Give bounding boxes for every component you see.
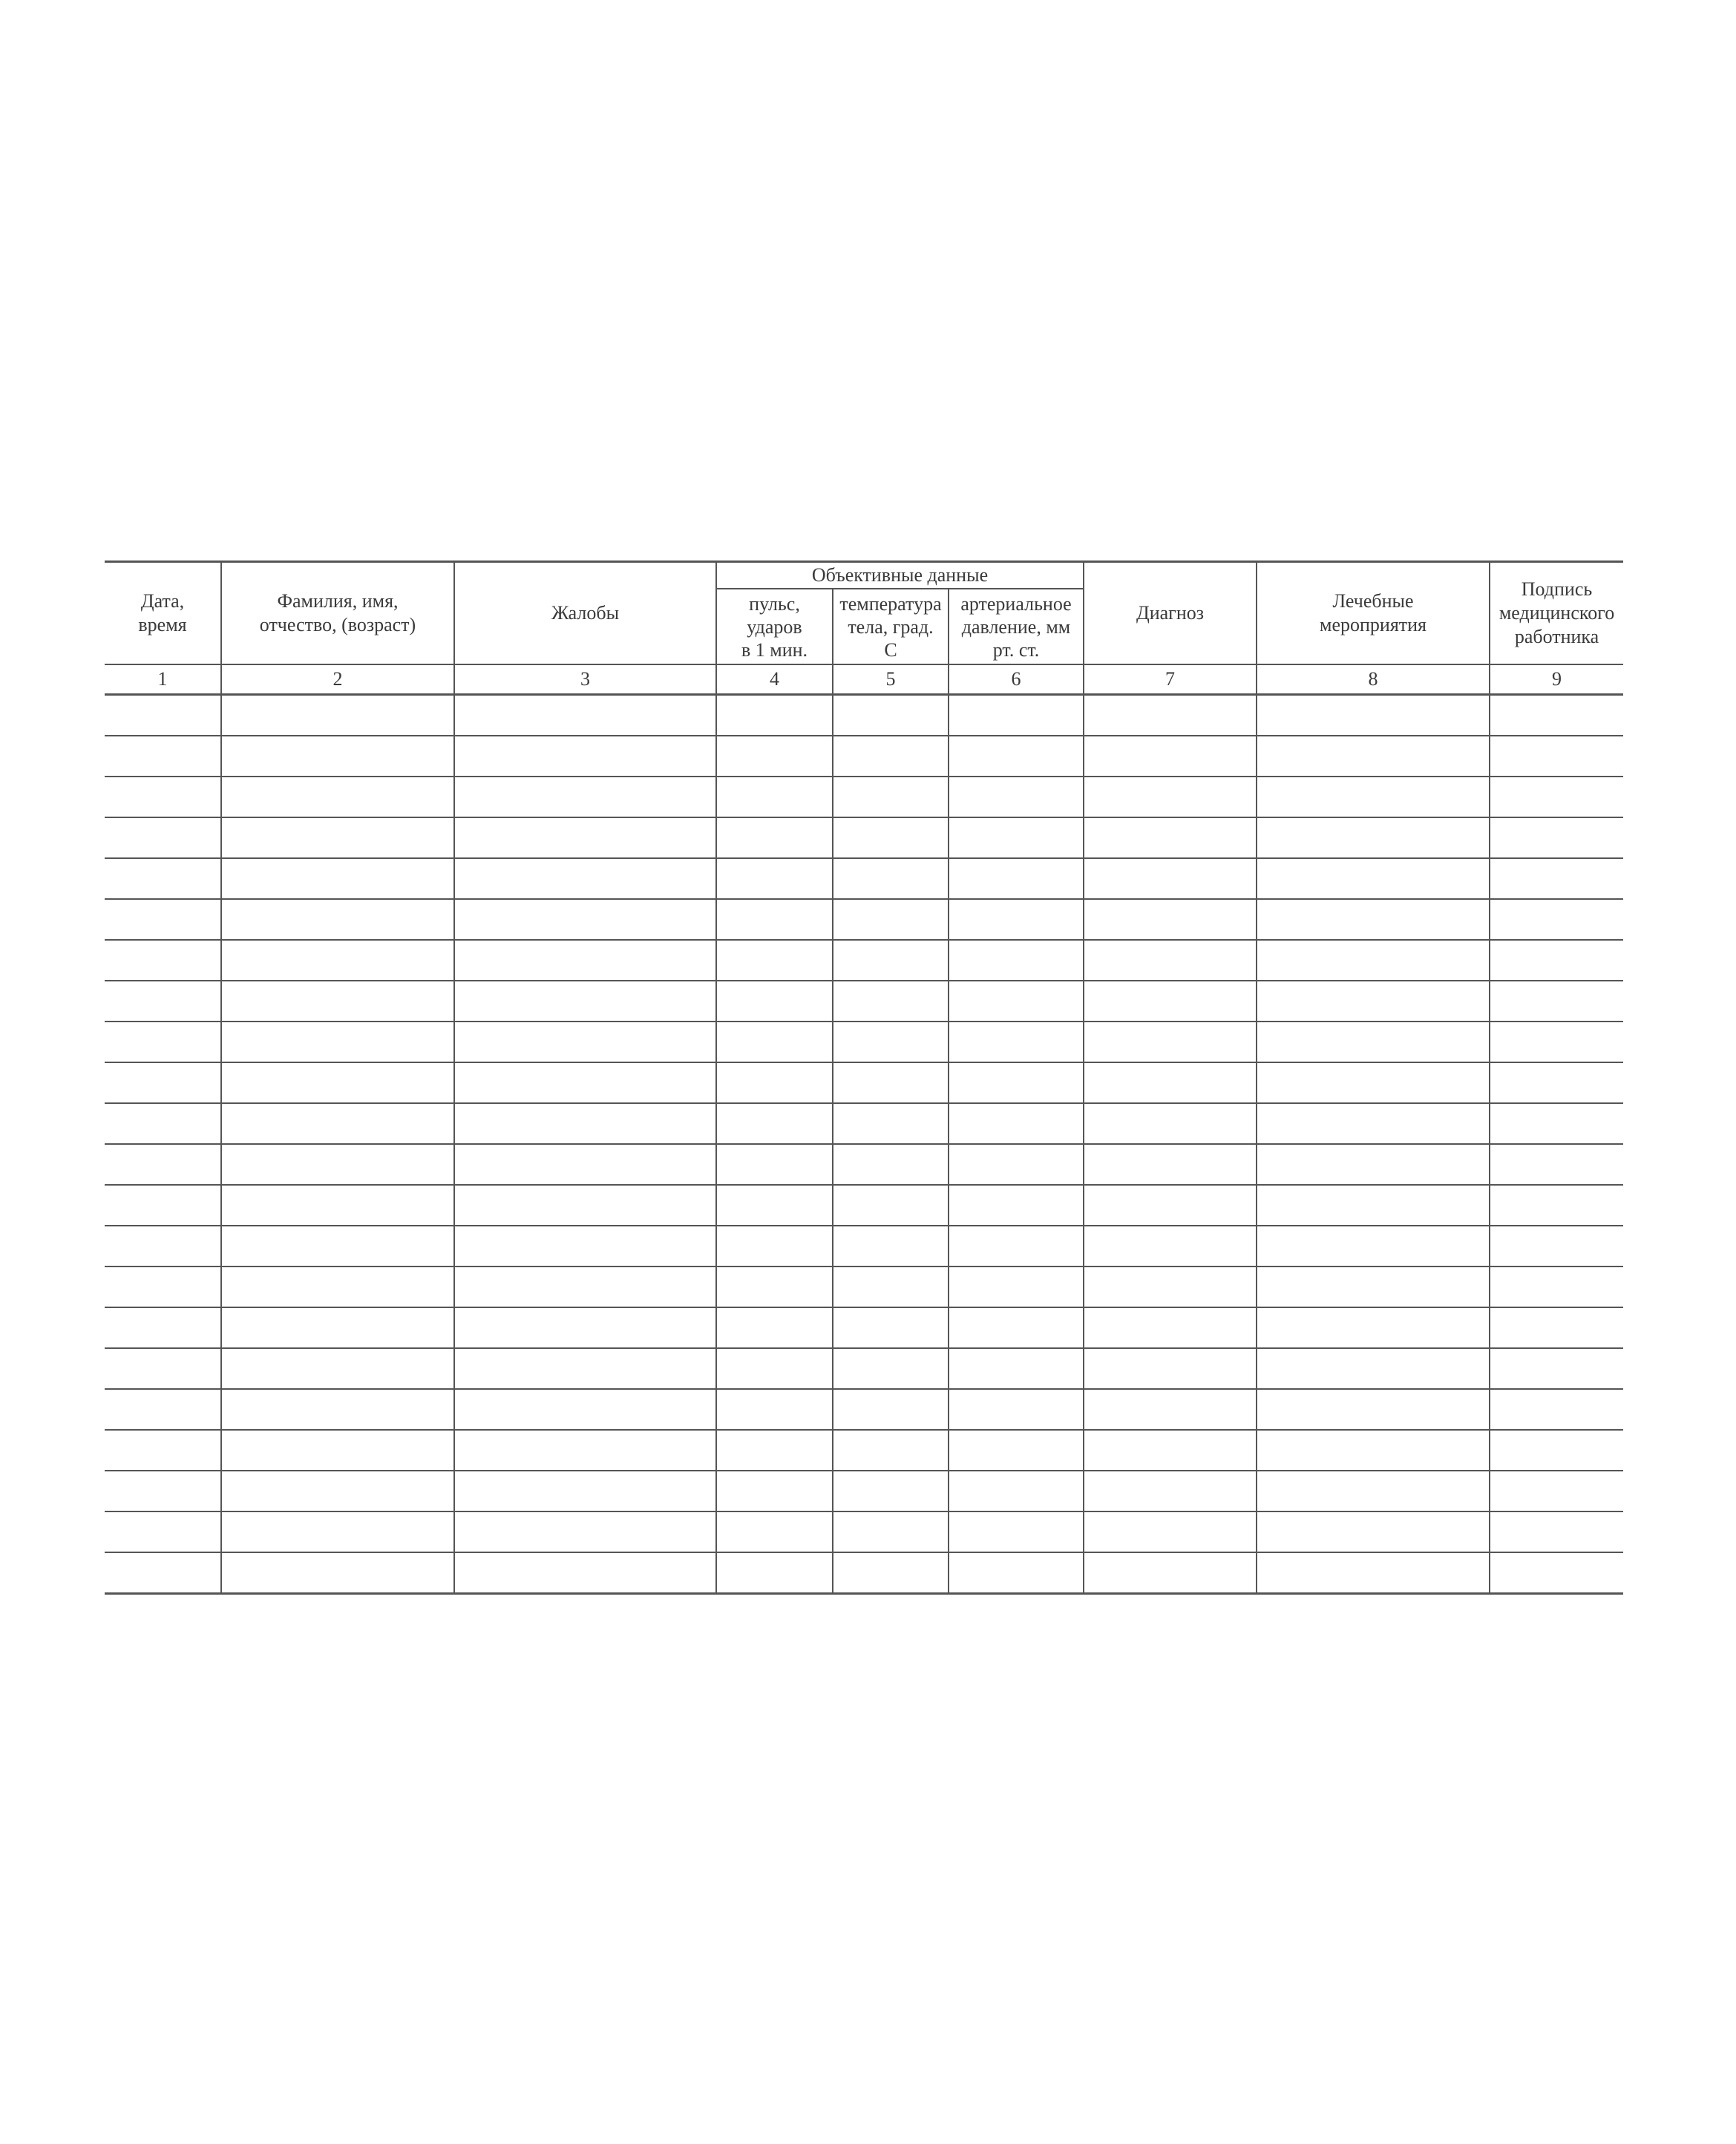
table-cell (454, 1552, 716, 1594)
table-row (105, 777, 1623, 817)
table-cell (454, 817, 716, 858)
table-cell (105, 1511, 221, 1552)
table-row (105, 1389, 1623, 1430)
table-cell (716, 981, 833, 1022)
table-cell (105, 1185, 221, 1226)
table-cell (1257, 1389, 1490, 1430)
table-cell (105, 899, 221, 940)
table-cell (949, 1185, 1084, 1226)
table-cell (1084, 899, 1257, 940)
table-cell (833, 736, 949, 777)
table-cell (454, 1348, 716, 1389)
table-cell (1257, 1471, 1490, 1511)
table-row (105, 817, 1623, 858)
table-cell (105, 1348, 221, 1389)
table-cell (833, 777, 949, 817)
column-number-row (105, 664, 1623, 695)
table-cell (454, 1103, 716, 1144)
column-number: 9 (1490, 664, 1623, 695)
table-cell (221, 858, 454, 899)
table-cell (454, 1471, 716, 1511)
table-cell (1490, 1348, 1623, 1389)
table-cell (105, 777, 221, 817)
table-cell (833, 940, 949, 981)
column-number: 1 (105, 664, 221, 695)
table-cell (1084, 1226, 1257, 1267)
table-cell (1257, 736, 1490, 777)
journal-body (105, 695, 1623, 1594)
table-cell (454, 1144, 716, 1185)
table-cell (454, 981, 716, 1022)
table-cell (1490, 981, 1623, 1022)
header-date-time-label: Дата, время (138, 590, 187, 635)
table-cell (833, 1307, 949, 1348)
table-cell (1257, 1348, 1490, 1389)
table-cell (716, 940, 833, 981)
table-cell (716, 1552, 833, 1594)
table-row (105, 981, 1623, 1022)
table-cell (1490, 1307, 1623, 1348)
table-cell (1257, 1022, 1490, 1062)
table-cell (221, 1348, 454, 1389)
table-cell (833, 1144, 949, 1185)
table-cell (716, 777, 833, 817)
table-cell (949, 1348, 1084, 1389)
table-cell (716, 1185, 833, 1226)
table-cell (1084, 1471, 1257, 1511)
table-row (105, 1226, 1623, 1267)
table-cell (454, 1430, 716, 1471)
table-cell (833, 817, 949, 858)
table-cell (1257, 940, 1490, 981)
table-row (105, 1552, 1623, 1594)
table-cell (1490, 1267, 1623, 1307)
table-cell (1084, 1389, 1257, 1430)
table-cell (1490, 777, 1623, 817)
table-cell (1084, 1307, 1257, 1348)
table-cell (221, 1185, 454, 1226)
table-cell (105, 1430, 221, 1471)
header-complaints-label: Жалобы (551, 602, 620, 624)
table-cell (716, 1471, 833, 1511)
table-cell (1084, 1062, 1257, 1103)
table-cell (949, 1430, 1084, 1471)
table-row (105, 1430, 1623, 1471)
table-cell (1257, 899, 1490, 940)
table-cell (454, 1022, 716, 1062)
table-cell (716, 1062, 833, 1103)
table-cell (1084, 1430, 1257, 1471)
table-cell (221, 1267, 454, 1307)
table-row (105, 1144, 1623, 1185)
table-cell (716, 1103, 833, 1144)
table-cell (221, 1144, 454, 1185)
table-cell (1490, 1511, 1623, 1552)
table-cell (1084, 940, 1257, 981)
table-cell (454, 940, 716, 981)
table-cell (1257, 1267, 1490, 1307)
table-row (105, 1471, 1623, 1511)
table-cell (454, 695, 716, 736)
table-row (105, 1062, 1623, 1103)
table-cell (1490, 1062, 1623, 1103)
header-treatment (1257, 562, 1490, 665)
table-cell (716, 1144, 833, 1185)
header-signature (1490, 562, 1623, 665)
header-blood-pressure-label: артериальное давление, мм рт. ст. (960, 592, 1072, 661)
table-cell (716, 1226, 833, 1267)
column-number: 6 (949, 664, 1084, 695)
column-number: 5 (833, 664, 949, 695)
table-cell (221, 899, 454, 940)
table-cell (949, 695, 1084, 736)
table-cell (221, 1226, 454, 1267)
table-cell (221, 1430, 454, 1471)
table-cell (716, 1307, 833, 1348)
table-cell (1257, 1430, 1490, 1471)
table-cell (833, 1022, 949, 1062)
table-cell (1084, 1552, 1257, 1594)
table-cell (454, 1389, 716, 1430)
table-cell (105, 858, 221, 899)
table-cell (105, 1144, 221, 1185)
header-objective-data-label: Объективные данные (811, 564, 989, 586)
table-cell (833, 1511, 949, 1552)
table-cell (949, 1226, 1084, 1267)
table-cell (833, 1185, 949, 1226)
table-cell (949, 1144, 1084, 1185)
header-objective-data (716, 562, 1084, 589)
table-cell (833, 1103, 949, 1144)
table-cell (949, 1062, 1084, 1103)
header-full-name (221, 562, 454, 665)
header-blood-pressure (949, 589, 1084, 664)
table-cell (1257, 777, 1490, 817)
table-cell (1084, 1511, 1257, 1552)
table-cell (949, 899, 1084, 940)
header-treatment-label: Лечебные мероприятия (1320, 590, 1427, 635)
table-cell (716, 1389, 833, 1430)
table-cell (105, 695, 221, 736)
table-cell (1257, 981, 1490, 1022)
table-cell (1490, 1144, 1623, 1185)
table-cell (1257, 817, 1490, 858)
table-cell (221, 777, 454, 817)
table-cell (1257, 1062, 1490, 1103)
table-cell (833, 1389, 949, 1430)
table-cell (949, 1471, 1084, 1511)
table-cell (833, 858, 949, 899)
table-cell (105, 817, 221, 858)
table-cell (1257, 1103, 1490, 1144)
table-cell (105, 736, 221, 777)
table-cell (1084, 1144, 1257, 1185)
table-cell (1490, 899, 1623, 940)
header-pulse-label: пульс, ударов в 1 мин. (741, 592, 808, 661)
table-cell (949, 1511, 1084, 1552)
table-cell (833, 1062, 949, 1103)
header-pulse (716, 589, 833, 664)
header-temperature-label: температура тела, град. С (839, 592, 942, 661)
table-cell (105, 1022, 221, 1062)
table-cell (1084, 1022, 1257, 1062)
table-cell (105, 981, 221, 1022)
table-cell (716, 858, 833, 899)
table-cell (949, 940, 1084, 981)
table-cell (454, 736, 716, 777)
table-cell (1490, 695, 1623, 736)
table-cell (1257, 1552, 1490, 1594)
table-cell (1490, 1552, 1623, 1594)
table-cell (1490, 940, 1623, 981)
column-number: 2 (221, 664, 454, 695)
column-number: 4 (716, 664, 833, 695)
table-cell (1084, 736, 1257, 777)
table-cell (949, 1307, 1084, 1348)
table-cell (105, 1103, 221, 1144)
table-cell (833, 1471, 949, 1511)
table-cell (454, 1307, 716, 1348)
table-row (105, 695, 1623, 736)
table-cell (833, 1348, 949, 1389)
table-cell (1084, 1267, 1257, 1307)
column-number: 3 (454, 664, 716, 695)
table-cell (1257, 1226, 1490, 1267)
table-cell (1084, 817, 1257, 858)
table-cell (716, 1348, 833, 1389)
table-cell (221, 1062, 454, 1103)
table-cell (105, 1062, 221, 1103)
table-cell (716, 1511, 833, 1552)
table-cell (949, 1022, 1084, 1062)
table-cell (949, 858, 1084, 899)
table-cell (833, 981, 949, 1022)
table-cell (221, 1511, 454, 1552)
header-temperature (833, 589, 949, 664)
table-cell (105, 1307, 221, 1348)
table-cell (105, 1552, 221, 1594)
table-cell (949, 777, 1084, 817)
table-cell (221, 1389, 454, 1430)
column-number: 7 (1084, 664, 1257, 695)
table-cell (716, 695, 833, 736)
table-cell (221, 981, 454, 1022)
table-cell (454, 858, 716, 899)
table-cell (1084, 777, 1257, 817)
table-cell (1257, 858, 1490, 899)
table-cell (1490, 1471, 1623, 1511)
table-cell (221, 1471, 454, 1511)
table-cell (454, 899, 716, 940)
table-row (105, 1185, 1623, 1226)
table-cell (1084, 981, 1257, 1022)
table-cell (105, 1267, 221, 1307)
table-cell (833, 695, 949, 736)
table-cell (949, 736, 1084, 777)
table-cell (716, 736, 833, 777)
header-row (105, 562, 1623, 589)
table-cell (949, 1552, 1084, 1594)
table-cell (454, 777, 716, 817)
table-cell (833, 899, 949, 940)
table-row (105, 1348, 1623, 1389)
table-row (105, 858, 1623, 899)
table-row (105, 1307, 1623, 1348)
table-cell (833, 1226, 949, 1267)
table-cell (105, 1471, 221, 1511)
table-cell (1084, 858, 1257, 899)
journal-table (105, 560, 1623, 1595)
table-cell (1490, 1185, 1623, 1226)
table-row (105, 1267, 1623, 1307)
header-diagnosis-label: Диагноз (1136, 602, 1205, 624)
table-cell (221, 817, 454, 858)
header-complaints (454, 562, 716, 665)
table-cell (221, 1022, 454, 1062)
table-cell (949, 817, 1084, 858)
table-cell (716, 899, 833, 940)
table-cell (221, 1307, 454, 1348)
table-cell (454, 1511, 716, 1552)
table-cell (1084, 1348, 1257, 1389)
table-row (105, 736, 1623, 777)
table-cell (105, 1226, 221, 1267)
table-cell (221, 736, 454, 777)
table-cell (949, 1389, 1084, 1430)
table-cell (1490, 1226, 1623, 1267)
table-row (105, 1022, 1623, 1062)
table-cell (1490, 736, 1623, 777)
table-cell (1084, 1185, 1257, 1226)
header-full-name-label: Фамилия, имя, отчество, (возраст) (259, 590, 416, 635)
table-cell (716, 817, 833, 858)
table-cell (1257, 1511, 1490, 1552)
table-cell (105, 1389, 221, 1430)
table-cell (1490, 1389, 1623, 1430)
table-cell (833, 1430, 949, 1471)
table-cell (949, 981, 1084, 1022)
column-number: 8 (1257, 664, 1490, 695)
table-cell (1490, 1103, 1623, 1144)
table-cell (716, 1430, 833, 1471)
table-cell (1490, 858, 1623, 899)
table-cell (1257, 1307, 1490, 1348)
table-row (105, 899, 1623, 940)
table-row (105, 940, 1623, 981)
table-cell (1490, 1430, 1623, 1471)
table-cell (1490, 1022, 1623, 1062)
table-cell (454, 1267, 716, 1307)
table-cell (716, 1267, 833, 1307)
table-cell (221, 940, 454, 981)
table-cell (1257, 695, 1490, 736)
table-cell (949, 1103, 1084, 1144)
table-cell (1084, 695, 1257, 736)
table-cell (716, 1022, 833, 1062)
table-cell (454, 1062, 716, 1103)
table-cell (1490, 817, 1623, 858)
header-diagnosis (1084, 562, 1257, 665)
table-row (105, 1511, 1623, 1552)
table-cell (105, 940, 221, 981)
table-cell (454, 1226, 716, 1267)
table-cell (221, 1552, 454, 1594)
table-cell (221, 695, 454, 736)
table-cell (833, 1267, 949, 1307)
table-cell (1257, 1185, 1490, 1226)
table-cell (833, 1552, 949, 1594)
table-cell (949, 1267, 1084, 1307)
header-signature-label: Подпись медицинского работника (1498, 578, 1615, 647)
table-row (105, 1103, 1623, 1144)
table-cell (1257, 1144, 1490, 1185)
header-date-time (105, 562, 221, 665)
table-cell (1084, 1103, 1257, 1144)
journal-sheet (105, 560, 1623, 1595)
table-cell (454, 1185, 716, 1226)
table-cell (221, 1103, 454, 1144)
